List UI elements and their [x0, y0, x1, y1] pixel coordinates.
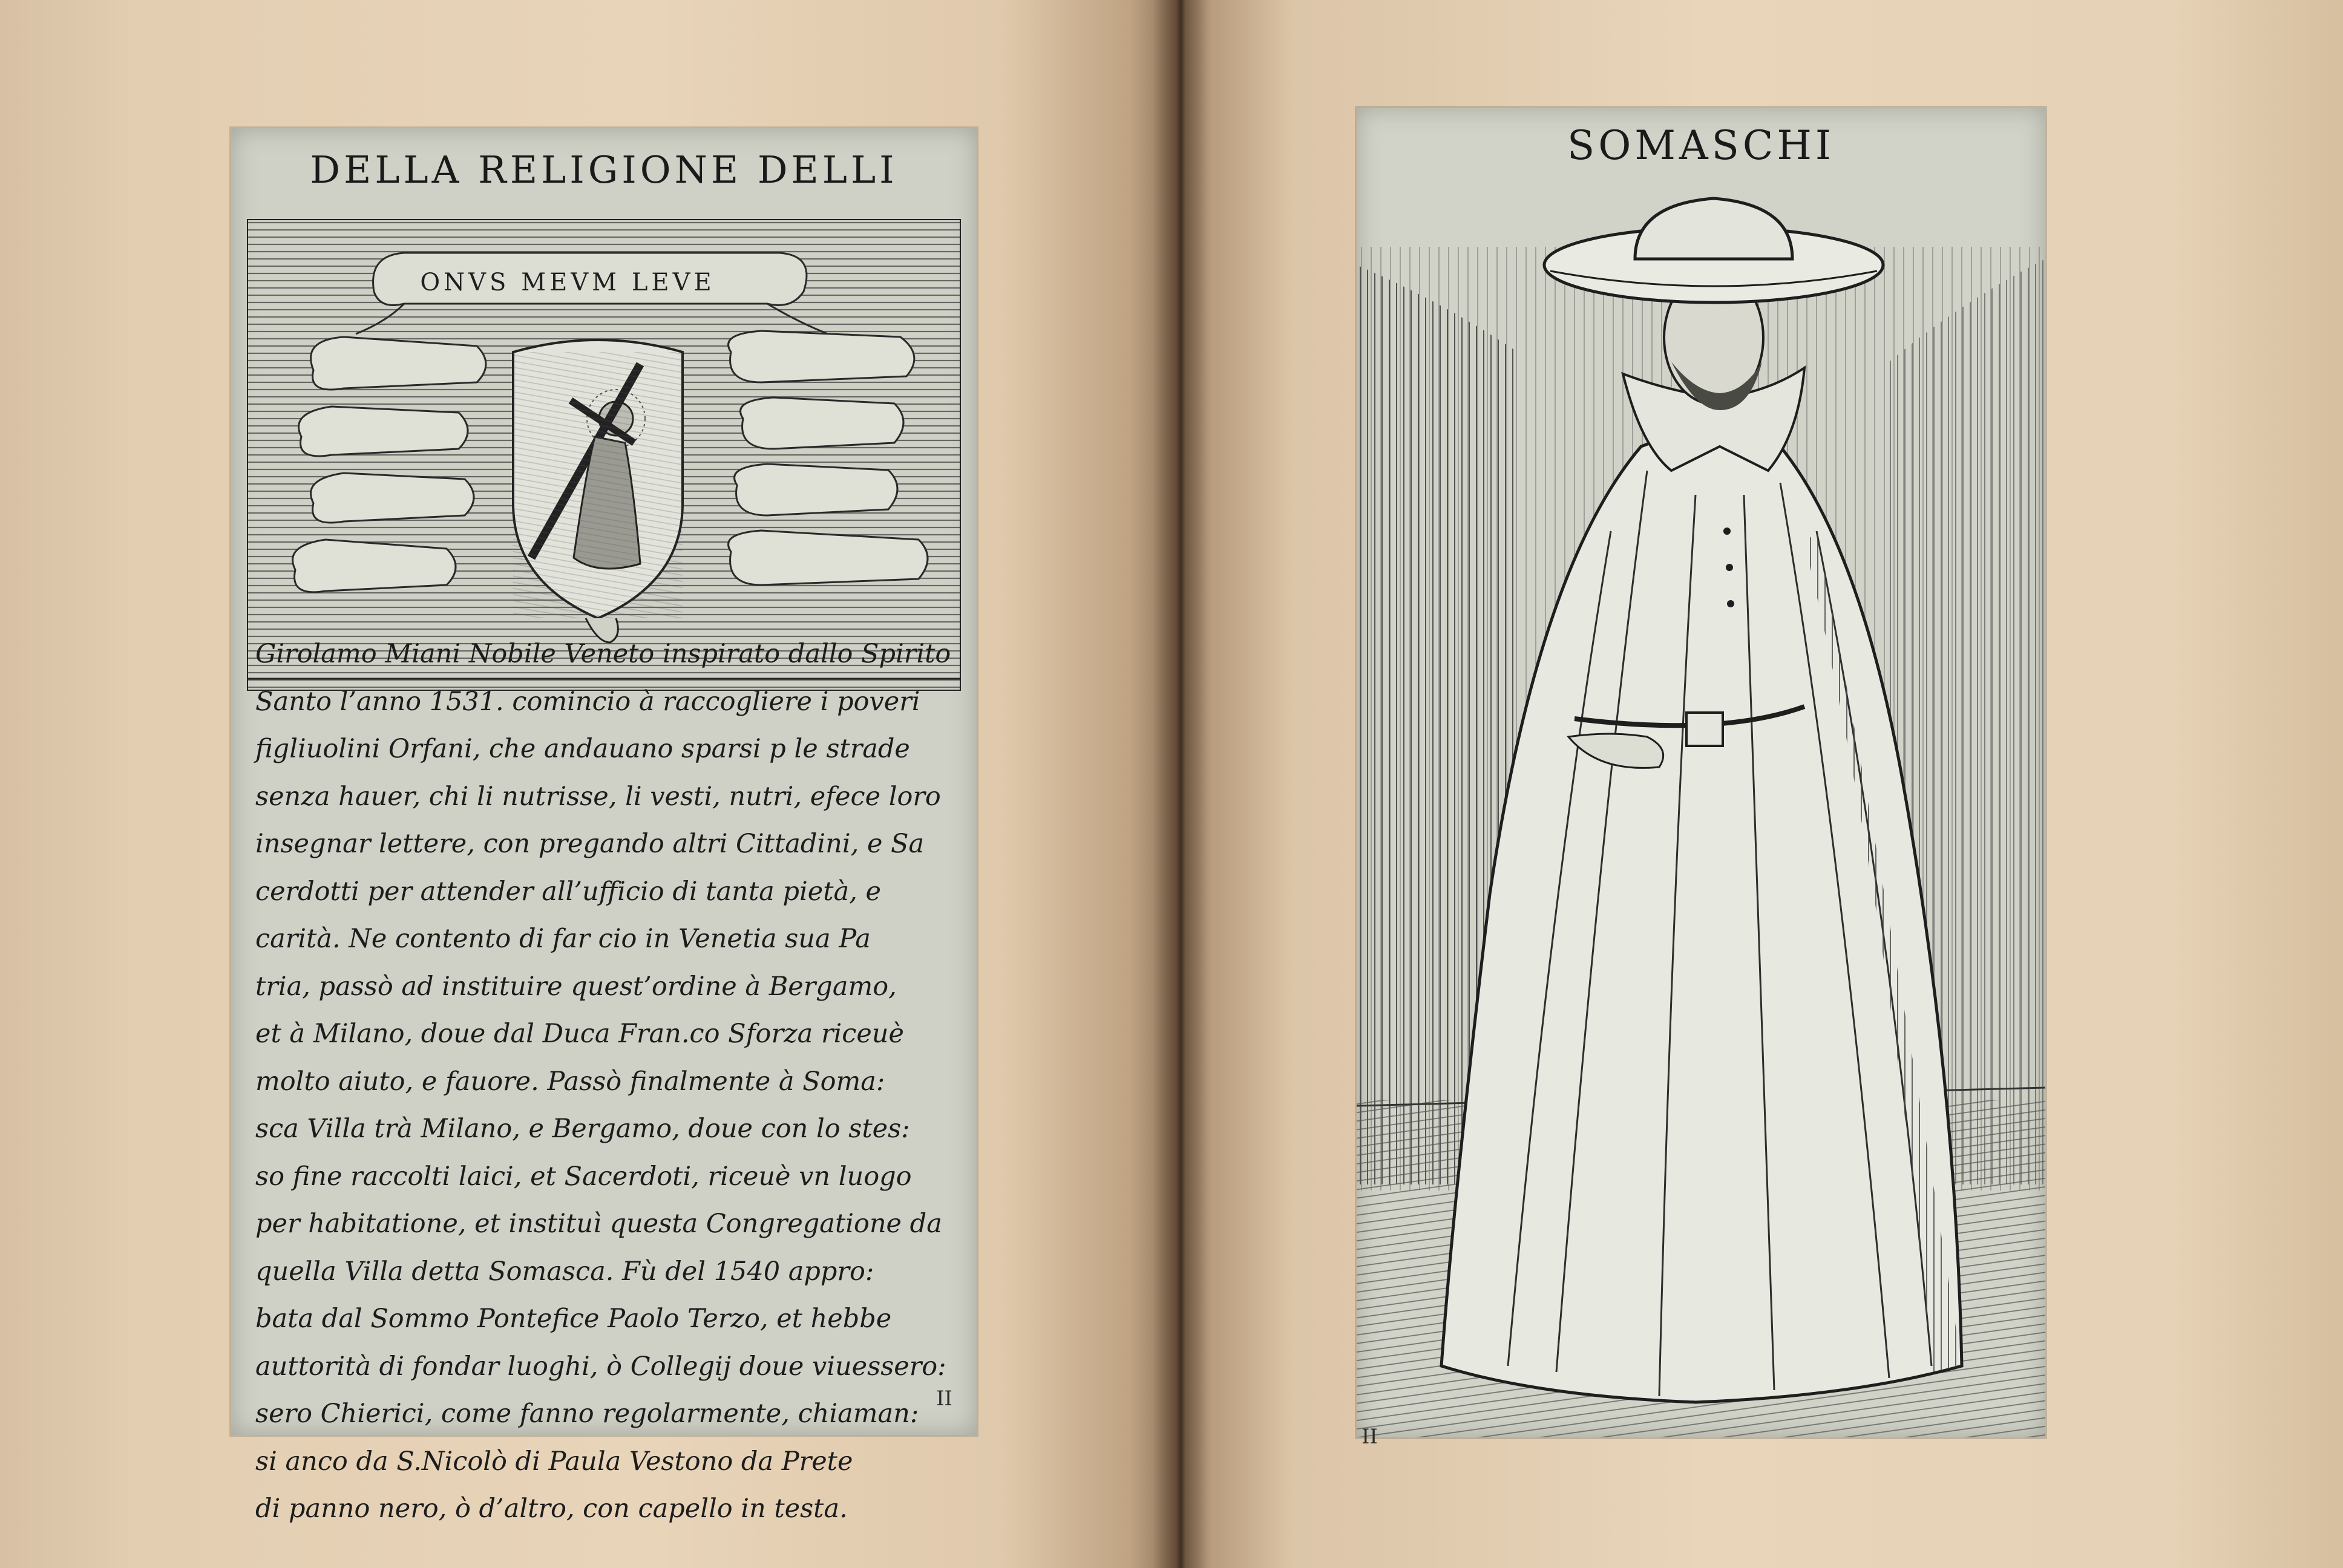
- text-line: di panno nero, ò d’altro, con capello in testa.: [255, 1494, 848, 1524]
- plate-title-left: DELLA RELIGIONE DELLI: [310, 148, 898, 192]
- text-block: [255, 630, 957, 1533]
- text-line: et à Milano, doue dal Duca Fran.co Sforza riceuè: [255, 1019, 904, 1049]
- folio-left: II: [936, 1387, 952, 1411]
- text-line: Girolamo Miani Nobile Veneto inspirato dallo Spirito: [255, 639, 951, 669]
- emblem-motto: ONVS MEVM LEVE: [420, 269, 715, 296]
- text-line: auttorità di fondar luoghi, ò Collegij doue viuessero:: [255, 1351, 946, 1382]
- text-line: senza hauer, chi li nutrisse, li vesti, nutri, efece loro: [255, 781, 941, 812]
- text-line: sero Chierici, come fanno regolarmente, chiaman:: [255, 1399, 919, 1429]
- text-line: insegnar lettere, con pregando altri Cittadini, e Sa: [255, 829, 925, 859]
- text-line: per habitatione, et instituì questa Congregatione da: [255, 1209, 942, 1239]
- cloaked-figure-engraving: [1357, 108, 2045, 1437]
- text-line: bata dal Sommo Pontefice Paolo Terzo, et hebbe: [255, 1304, 892, 1334]
- right-engraved-plate: [1357, 108, 2045, 1437]
- text-line: Santo l’anno 1531. comincio à raccogliere i poveri: [255, 686, 920, 717]
- text-line: sca Villa trà Milano, e Bergamo, doue con lo stes:: [255, 1114, 910, 1144]
- text-line: carità. Ne contento di far cio in Venetia sua Pa: [255, 924, 871, 954]
- text-line: figliuolini Orfani, che andauano sparsi p le strade: [255, 734, 910, 764]
- text-line: si anco da S.Nicolò di Paula Vestono da Prete: [255, 1446, 853, 1477]
- folio-right: II: [1362, 1425, 1378, 1449]
- plate-title-right: SOMASCHI: [1567, 122, 1835, 169]
- book-gutter: [1153, 0, 1207, 1568]
- text-line: so fine raccolti laici, et Sacerdoti, riceuè vn luogo: [255, 1161, 912, 1192]
- text-line: molto aiuto, e fauore. Passò finalmente à Soma:: [255, 1066, 885, 1097]
- left-engraved-plate: [231, 128, 977, 1524]
- text-line: tria, passò ad instituire quest’ordine à Bergamo,: [255, 971, 897, 1002]
- text-line: cerdotti per attender all’ufficio di tanta pietà, e: [255, 876, 881, 907]
- text-line: quella Villa detta Somasca. Fù del 1540 appro:: [255, 1256, 874, 1287]
